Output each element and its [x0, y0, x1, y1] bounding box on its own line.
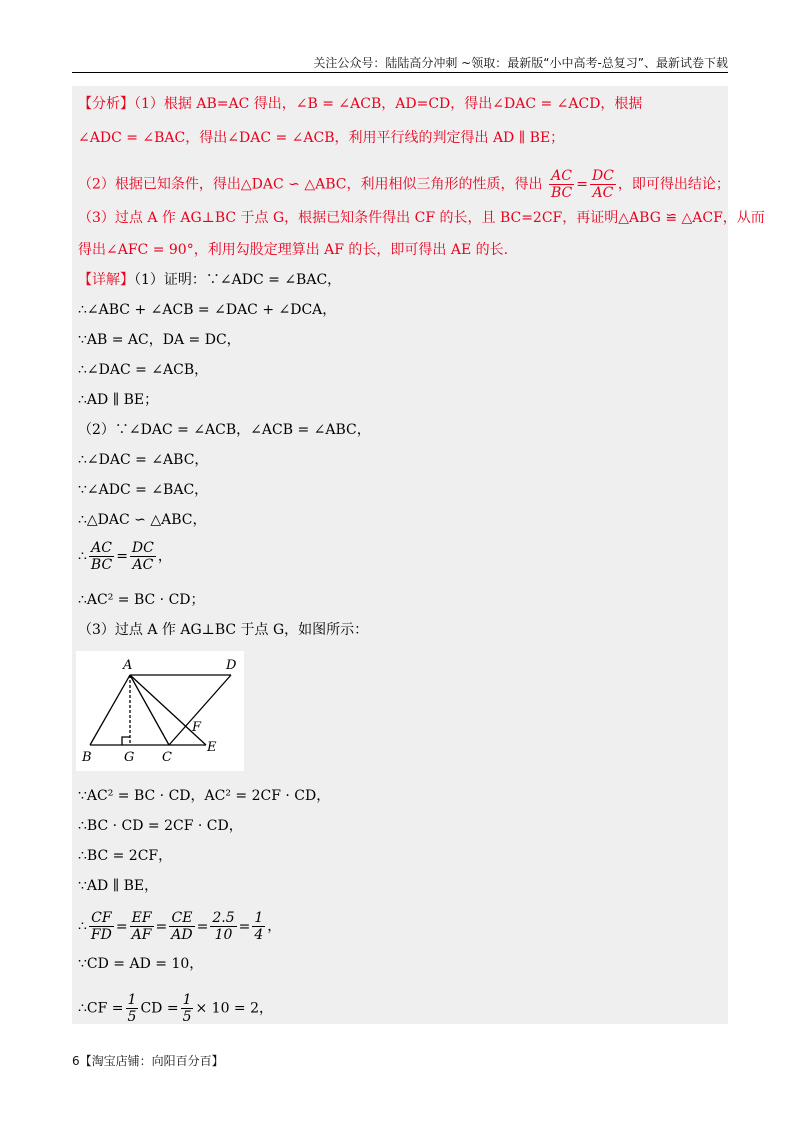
- header-divider: [72, 72, 728, 73]
- geometry-figure: [76, 651, 244, 771]
- detail-line-12: （3）过点 A 作 AG⊥BC 于点 G，如图所示：: [78, 622, 369, 638]
- label-d: D: [226, 658, 237, 673]
- detail-line-6: （2）∵∠DAC = ∠ACB，∠ACB = ∠ABC，: [78, 422, 371, 438]
- fraction: $\frac{EF}{AF}$: [131, 910, 152, 943]
- detail-line-1: 【详解】（1）证明：∵∠ADC = ∠BAC，: [78, 272, 342, 288]
- label-b: B: [82, 750, 92, 765]
- analysis-line-3: （2）根据已知条件，得出△DAC ∽ △ABC，利用相似三角形的性质，得出 $\frac{AC}{BC}$ = $\frac{DC}{AC}$ ，即可得出结论；: [78, 168, 730, 201]
- segment-ac: [130, 675, 169, 745]
- fraction: $\frac{DC}{AC}$: [591, 168, 614, 201]
- fraction-chain: [87, 910, 267, 943]
- fraction: $\frac{1}{4}$: [254, 910, 264, 943]
- detail-line-17: ∴ $\frac{CF}{FD}$ = $\frac{EF}{AF}$ = $\frac{CE}{AD}$ = $\frac{2.5}{10}$ = $\frac{1}{4}$ ，: [78, 910, 282, 943]
- fraction: $\frac{CE}{AD}$: [171, 910, 193, 943]
- label-g: G: [124, 750, 135, 765]
- detail-line-8: ∵∠ADC = ∠BAC，: [78, 482, 209, 498]
- label-e: E: [207, 740, 217, 755]
- equals-sign: =: [115, 918, 128, 935]
- detail-line-3: ∵AB = AC，DA = DC，: [78, 332, 241, 348]
- detail-line-14: ∴BC · CD = 2CF · CD，: [78, 818, 243, 834]
- detail-line-13: ∵AC² = BC · CD，AC² = 2CF · CD，: [78, 788, 331, 804]
- right-angle-mark: [122, 737, 130, 745]
- detail-line-5: ∴AD ∥ BE；: [78, 392, 159, 408]
- label-f: F: [192, 720, 202, 735]
- detail-line-2: ∴∠ABC + ∠ACB = ∠DAC + ∠DCA，: [78, 302, 337, 318]
- page-footer: 6【淘宝店铺：向阳百分百】: [72, 1054, 224, 1068]
- label-c: C: [162, 750, 172, 765]
- detail-line-19: ∴CF = $\frac{1}{5}$ CD = $\frac{1}{5}$ × 10 = 2，: [78, 992, 274, 1025]
- segment-ab: [90, 675, 130, 745]
- fraction: $\frac{CF}{FD}$: [90, 910, 112, 943]
- detail-line-15: ∴BC = 2CF，: [78, 848, 173, 864]
- detail-line-16: ∵AD ∥ BE，: [78, 878, 159, 894]
- fraction: $\frac{1}{5}$: [182, 992, 192, 1025]
- equals-sign: =: [238, 918, 251, 935]
- label-a: A: [123, 658, 133, 673]
- fraction: $\frac{AC}{BC}$: [550, 168, 573, 201]
- detail-line-7: ∴∠DAC = ∠ABC，: [78, 452, 209, 468]
- detail-line-9: ∴△DAC ∽ △ABC，: [78, 512, 207, 528]
- geometry-figure-svg: [76, 651, 244, 771]
- analysis-tag: 【分析】: [78, 96, 134, 112]
- page-header: 关注公众号：陆陆高分冲刺 ~领取：最新版“小中高考-总复习”、最新试卷下载: [313, 56, 728, 70]
- detail-line-4: ∴∠DAC = ∠ACB，: [78, 362, 209, 378]
- detail-line-18: ∵CD = AD = 10，: [78, 956, 204, 972]
- detail-tag: 【详解】: [78, 272, 134, 288]
- analysis-line-2: ∠ADC = ∠BAC，得出∠DAC = ∠ACB，利用平行线的判定得出 AD ∥ BE；: [78, 130, 565, 146]
- analysis-line-5: 得出∠AFC = 90°，利用勾股定理算出 AF 的长，即可得出 AE 的长.: [78, 242, 509, 258]
- equals-sign: =: [155, 918, 168, 935]
- equals-sign: =: [196, 918, 209, 935]
- detail-line-10: ∴ $\frac{AC}{BC}$ = $\frac{DC}{AC}$ ，: [78, 540, 172, 573]
- fraction: $\frac{1}{5}$: [127, 992, 137, 1025]
- fraction: $\frac{2.5}{10}$: [212, 910, 235, 943]
- fraction: $\frac{DC}{AC}$: [131, 540, 154, 573]
- analysis-line-4: （3）过点 A 作 AG⊥BC 于点 G，根据已知条件得出 CF 的长，且 BC=2CF，再证明△ABG ≌ △ACF，从而: [78, 210, 765, 226]
- detail-line-11: ∴AC² = BC · CD；: [78, 592, 205, 608]
- fraction: $\frac{AC}{BC}$: [90, 540, 113, 573]
- analysis-line-1: 【分析】（1）根据 AB=AC 得出，∠B = ∠ACB，AD=CD，得出∠DAC = ∠ACD，根据: [78, 96, 643, 112]
